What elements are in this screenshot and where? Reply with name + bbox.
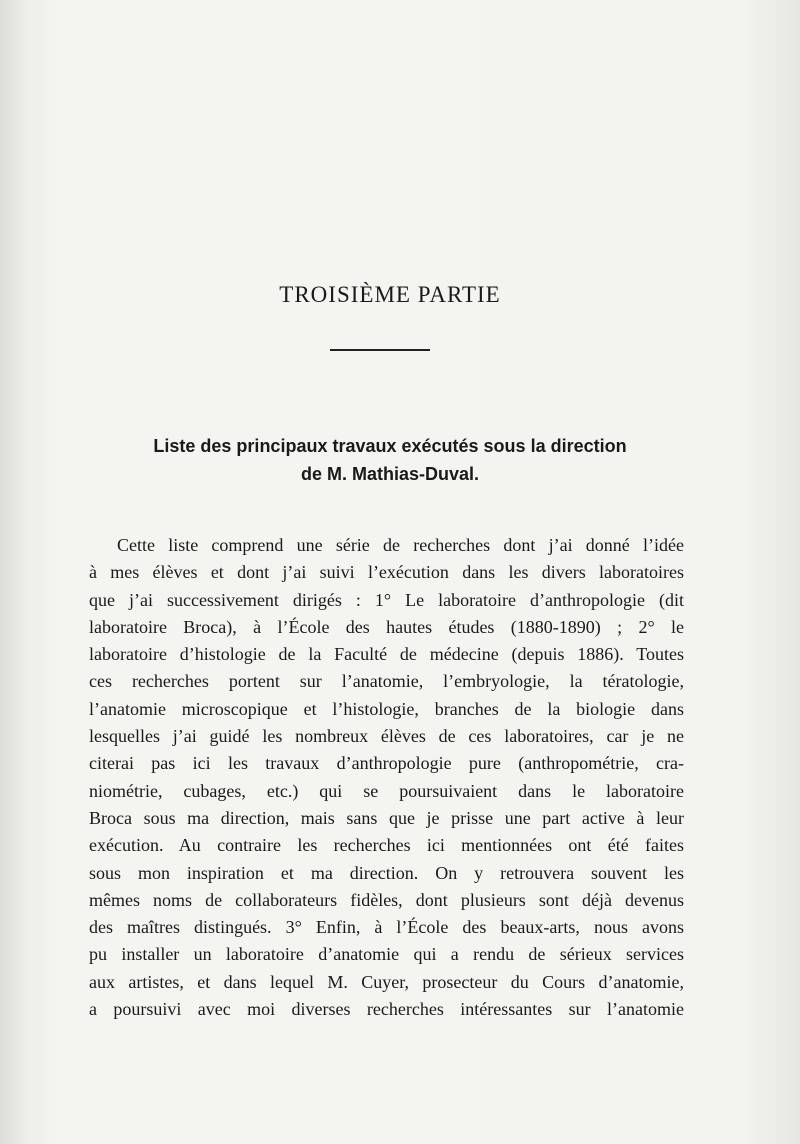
heading-rule xyxy=(330,349,430,351)
subtitle-line-2: de M. Mathias-Duval. xyxy=(300,464,480,484)
text-line: mêmes noms de collaborateurs fidèles, dont plusieurs sont déjà devenus xyxy=(89,889,684,910)
subtitle-line-1: Liste des principaux travaux exécutés sous la direction xyxy=(153,436,627,456)
text-line: Broca sous ma direction, mais sans que je prisse une part active à leur xyxy=(89,807,684,828)
part-heading: TROISIÈME PARTIE xyxy=(279,282,501,307)
text-line: à mes élèves et dont j’ai suivi l’exécution dans les divers laboratoires xyxy=(89,562,684,583)
text-line: niométrie, cubages, etc.) qui se poursuivaient dans le laboratoire xyxy=(89,780,684,801)
text-line: exécution. Au contraire les recherches ici mentionnées ont été faites xyxy=(89,835,684,856)
text-line: citerai pas ici les travaux d’anthropologie pure (anthropométrie, cra- xyxy=(89,753,684,774)
text-line: que j’ai successivement dirigés : 1° Le laboratoire d’anthropologie (dit xyxy=(89,589,684,610)
section-subtitle xyxy=(80,432,700,488)
text-line: lesquelles j’ai guidé les nombreux élèves de ces laboratoires, car je ne xyxy=(89,726,684,747)
text-line: laboratoire Broca), à l’École des hautes études (1880-1890) ; 2° le xyxy=(89,616,684,637)
text-line: pu installer un laboratoire d’anatomie qui a rendu de sérieux services xyxy=(89,944,684,965)
text-line: l’anatomie microscopique et l’histologie, branches de la biologie dans xyxy=(89,698,684,719)
text-line: laboratoire d’histologie de la Faculté de médecine (depuis 1886). Toutes xyxy=(89,644,684,665)
body-paragraph xyxy=(89,532,684,1023)
text-line: ces recherches portent sur l’anatomie, l’embryologie, la tératologie, xyxy=(89,671,684,692)
text-line: a poursuivi avec moi diverses recherches intéressantes sur l’anatomie xyxy=(89,999,684,1020)
text-line: des maîtres distingués. 3° Enfin, à l’École des beaux-arts, nous avons xyxy=(89,917,684,938)
text-line: sous mon inspiration et ma direction. On y retrouvera souvent les xyxy=(89,862,684,883)
text-line: aux artistes, et dans lequel M. Cuyer, prosecteur du Cours d’anatomie, xyxy=(89,971,684,992)
text-line: Cette liste comprend une série de recherches dont j’ai donné l’idée xyxy=(117,535,684,555)
